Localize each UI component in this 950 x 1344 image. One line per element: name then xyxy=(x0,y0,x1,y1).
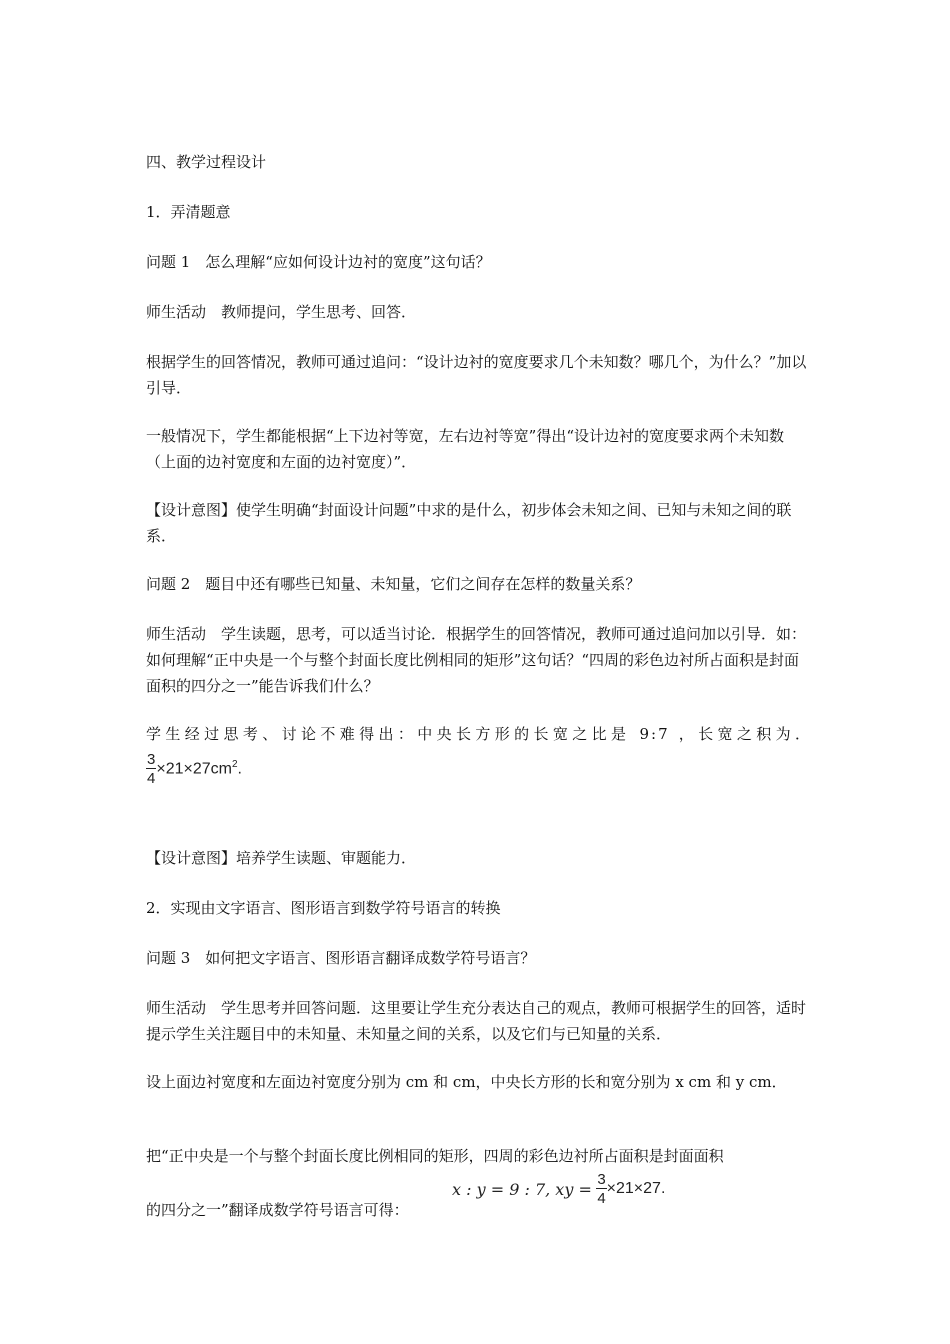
ratio-equation: x : y = 9 : 7, xy = xyxy=(452,1179,592,1199)
fraction xyxy=(146,752,156,786)
general-paragraph: 一般情况下，学生都能根据“上下边衬等宽，左右边衬等宽”得出“设计边衬的宽度要求两个未知数（上面的边衬宽度和左面的边衬宽度）”． xyxy=(146,427,785,471)
setup-paragraph: 设上面边衬宽度和左面边衬宽度分别为 cm 和 cm，中央长方形的长和宽分别为 x cm 和 y cm． xyxy=(146,1073,787,1091)
subsection-title-1: 1．弄清题意 xyxy=(146,203,231,221)
formula-rest: ×21×27 xyxy=(606,1180,661,1197)
design-intent-1: 【设计意图】使学生明确“封面设计问题”中求的是什么，初步体会未知之间、已知与未知之间的联系． xyxy=(146,501,792,545)
conclusion-paragraph: 学生经过思考、讨论不难得出：中央长方形的长宽之比是 9:7 ，长宽之积为． xyxy=(146,725,812,743)
formula-expression xyxy=(156,759,242,778)
design-intent-2: 【设计意图】培养学生读题、审题能力． xyxy=(146,849,417,867)
activity-1: 师生活动 教师提问，学生思考、回答． xyxy=(146,303,417,321)
subsection-title-2: 2．实现由文字语言、图形语言到数学符号语言的转换 xyxy=(146,899,501,917)
formula-end: . xyxy=(237,760,242,778)
equation-system xyxy=(452,1172,665,1206)
fraction-numerator: 3 xyxy=(147,751,156,768)
formula-exponent: 2 xyxy=(231,759,238,771)
section-heading: 四、教学过程设计 xyxy=(146,153,267,171)
followup-paragraph: 根据学生的回答情况，教师可通过追问：“设计边衬的宽度要求几个未知数？哪几个，为什么？”加以引导． xyxy=(146,353,807,397)
area-formula xyxy=(146,752,242,786)
question-2: 问题 2 题目中还有哪些已知量、未知量，它们之间存在怎样的数量关系？ xyxy=(146,575,641,593)
translate-paragraph: 把“正中央是一个与整个封面长度比例相同的矩形，四周的彩色边衬所占面积是封面面积 xyxy=(146,1147,724,1165)
fraction-denominator: 4 xyxy=(147,770,156,787)
activity-2: 师生活动 学生读题，思考，可以适当讨论．根据学生的回答情况，教师可通过追问加以引导．如：如何理解“正中央是一个与整个封面长度比例相同的矩形”这句话？“四周的彩色边衬所占面积是封面面积的四分之一”能告诉我们什么？ xyxy=(146,625,807,695)
formula-rest: ×21×27cm xyxy=(156,760,232,778)
fraction xyxy=(596,1172,606,1206)
activity-3: 师生活动 学生思考并回答问题．这里要让学生充分表达自己的观点，教师可根据学生的回答，适时提示学生关注题目中的未知量、未知量之间的关系，以及它们与已知量的关系． xyxy=(146,999,807,1043)
question-1: 问题 1 怎么理解“应如何设计边衬的宽度”这句话？ xyxy=(146,253,491,271)
fraction-numerator: 3 xyxy=(597,1171,606,1188)
formula-end: . xyxy=(660,1180,666,1197)
fraction-denominator: 4 xyxy=(597,1190,606,1207)
translate-paragraph-end: 的四分之一”翻译成数学符号语言可得： xyxy=(146,1201,409,1219)
question-3: 问题 3 如何把文字语言、图形语言翻译成数学符号语言？ xyxy=(146,949,536,967)
